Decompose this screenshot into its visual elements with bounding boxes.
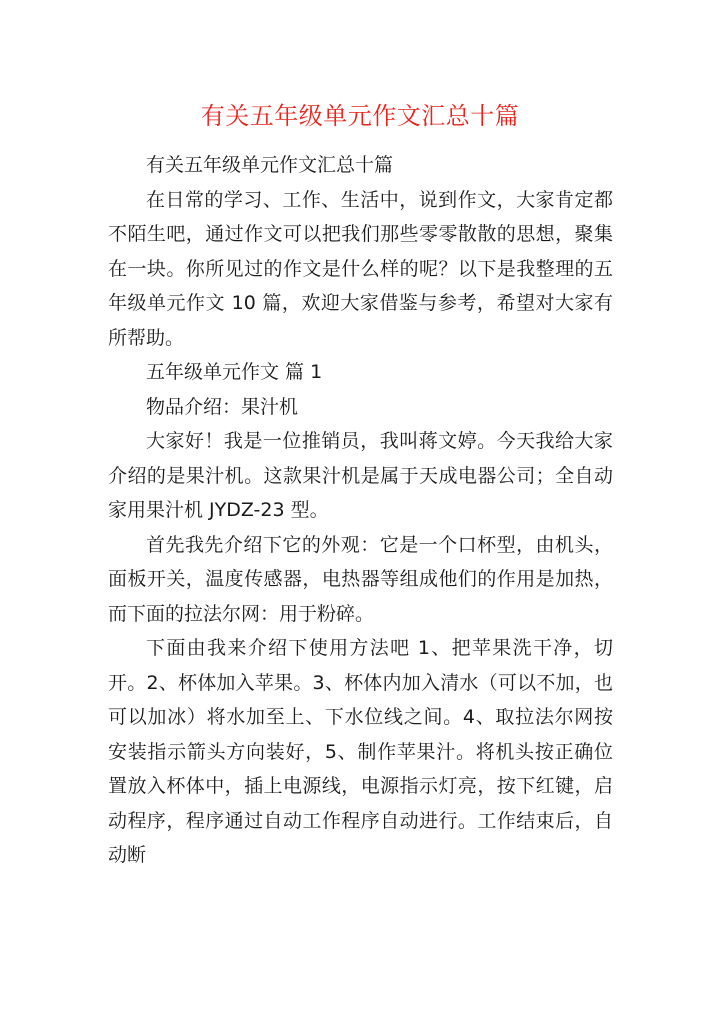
document-title: 有关五年级单元作文汇总十篇 <box>200 102 520 130</box>
paragraph-appearance: 首先我先介绍下它的外观：它是一个口杯型，由机头，面板开关，温度传感器，电热器等组成他们的作用是加热，而下面的拉法尔网：用于粉碎。 <box>108 533 613 625</box>
paragraph-subtitle: 有关五年级单元作文汇总十篇 <box>146 154 394 176</box>
paragraph-intro: 在日常的学习、工作、生活中，说到作文，大家肯定都不陌生吧，通过作文可以把我们那些零零散散的思想，聚集在一块。你所见过的作文是什么样的呢？以下是我整理的五年级单元作文 10 篇，欢迎大家借鉴与参考，希望对大家有所帮助。 <box>108 188 613 349</box>
paragraph-essay-heading: 五年级单元作文 篇 1 <box>146 361 323 383</box>
paragraph-item-intro: 物品介绍：果汁机 <box>146 395 299 418</box>
paragraph-greeting: 大家好！我是一位推销员，我叫蒋文婷。今天我给大家介绍的是果汁机。这款果汁机是属于天成电器公司；全自动家用果汁机 JYDZ-23 型。 <box>108 430 613 521</box>
document-body <box>108 148 613 873</box>
paragraph-usage: 下面由我来介绍下使用方法吧 1、把苹果洗干净，切开。2、杯体加入苹果。3、杯体内加入清水（可以不加，也可以加冰）将水加至上、下水位线之间。4、取拉法尔网按安装指示箭头方向装好，5、制作苹果汁。将机头按正确位置放入杯体中，插上电源线，电源指示灯亮，按下红键，启动程序，程序通过自动工作程序自动进行。工作结束后，自动断 <box>108 637 613 866</box>
